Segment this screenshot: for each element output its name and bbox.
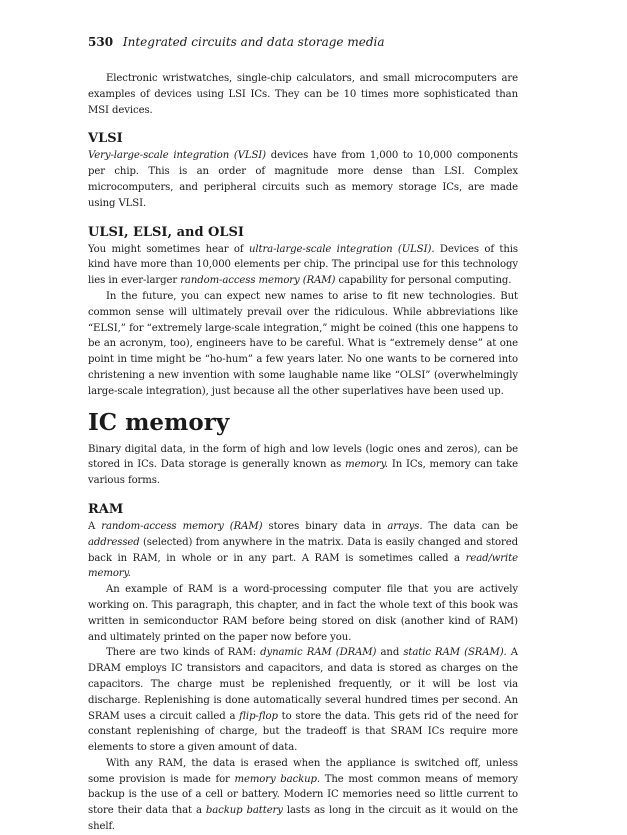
book-page xyxy=(88,34,518,835)
ram-paragraph-3: There are two kinds of RAM: dynamic RAM (DRAM) and static RAM (SRAM). A DRAM employs IC transistors and capacitors, and data is stored as charges on the capacitors. The charge must be replenished frequently, or it will be lost via discharge. Replenishing is done automatically several hundred times per second. An SRAM uses a circuit called a flip-flop to store the data. This gets rid of the need for constant replenishing of charge, but the tradeoff is that SRAM ICs require more elements to store a given amount of data. xyxy=(88,647,518,754)
ram-paragraph-1: A random-access memory (RAM) stores binary data in arrays. The data can be addressed (selected) from anywhere in the matrix. Data is easily changed and stored back in RAM, in whole or in any part. A RAM is sometimes called a read/write memory. xyxy=(88,520,518,580)
ic-memory-heading: IC memory xyxy=(88,408,230,436)
ram-heading: RAM xyxy=(88,501,124,517)
vlsi-heading: VLSI xyxy=(88,131,123,147)
ram-paragraph-4: With any RAM, the data is erased when the appliance is switched off, unless some provision is made for memory backup. The most common means of memory backup is the use of a cell or battery. Modern IC memories need so little current to store their data that a backup battery lasts as long in the circuit as it would on the shelf. xyxy=(88,757,518,833)
running-head xyxy=(88,34,518,50)
ulsi-paragraph-1: You might sometimes hear of ultra-large-scale integration (ULSI). Devices of this kind have more than 10,000 elements per chip. The principal use for this technology lies in ever-larger random-access memory (RAM) capability for personal computing. xyxy=(88,243,518,287)
ulsi-paragraph-2: In the future, you can expect new names to arise to fit new technologies. But common sense will ultimately prevail over the ridiculous. While abbreviations like “ELSI,” for “extremely large-scale integration,” might be coined (this one happens to be an acronym, too), engineers have to be careful. What is “extremely dense” at one point in time might be “ho-hum” a few years later. No one wants to be cornered into christening a new invention with some laughable name like “OLSI” (overwhelmingly large-scale integration), just because all the other superlatives have been used up. xyxy=(88,290,518,397)
ic-memory-paragraph: Binary digital data, in the form of high and low levels (logic ones and zeros), can be stored in ICs. Data storage is generally known as memory. In ICs, memory can take various forms. xyxy=(88,443,519,487)
vlsi-paragraph: Very-large-scale integration (VLSI) devices have from 1,000 to 10,000 components per chip. This is an order of magnitude more dense than LSI. Complex microcomputers, and peripheral circuits such as memory storage ICs, are made using VLSI. xyxy=(88,150,518,209)
ulsi-heading: ULSI, ELSI, and OLSI xyxy=(88,224,244,240)
page-number: 530 xyxy=(88,35,114,49)
chapter-title: Integrated circuits and data storage media xyxy=(122,35,385,49)
intro-paragraph: Electronic wristwatches, single-chip calculators, and small microcomputers are examples of devices using LSI ICs. They can be 10 times more sophisticated than MSI devices. xyxy=(88,73,518,116)
ram-paragraph-2: An example of RAM is a word-processing computer file that you are actively working on. This paragraph, this chapter, and in fact the whole text of this book was written in semiconductor RAM before being stored on disk (another kind of RAM) and ultimately printed on the paper now before you. xyxy=(88,584,518,643)
